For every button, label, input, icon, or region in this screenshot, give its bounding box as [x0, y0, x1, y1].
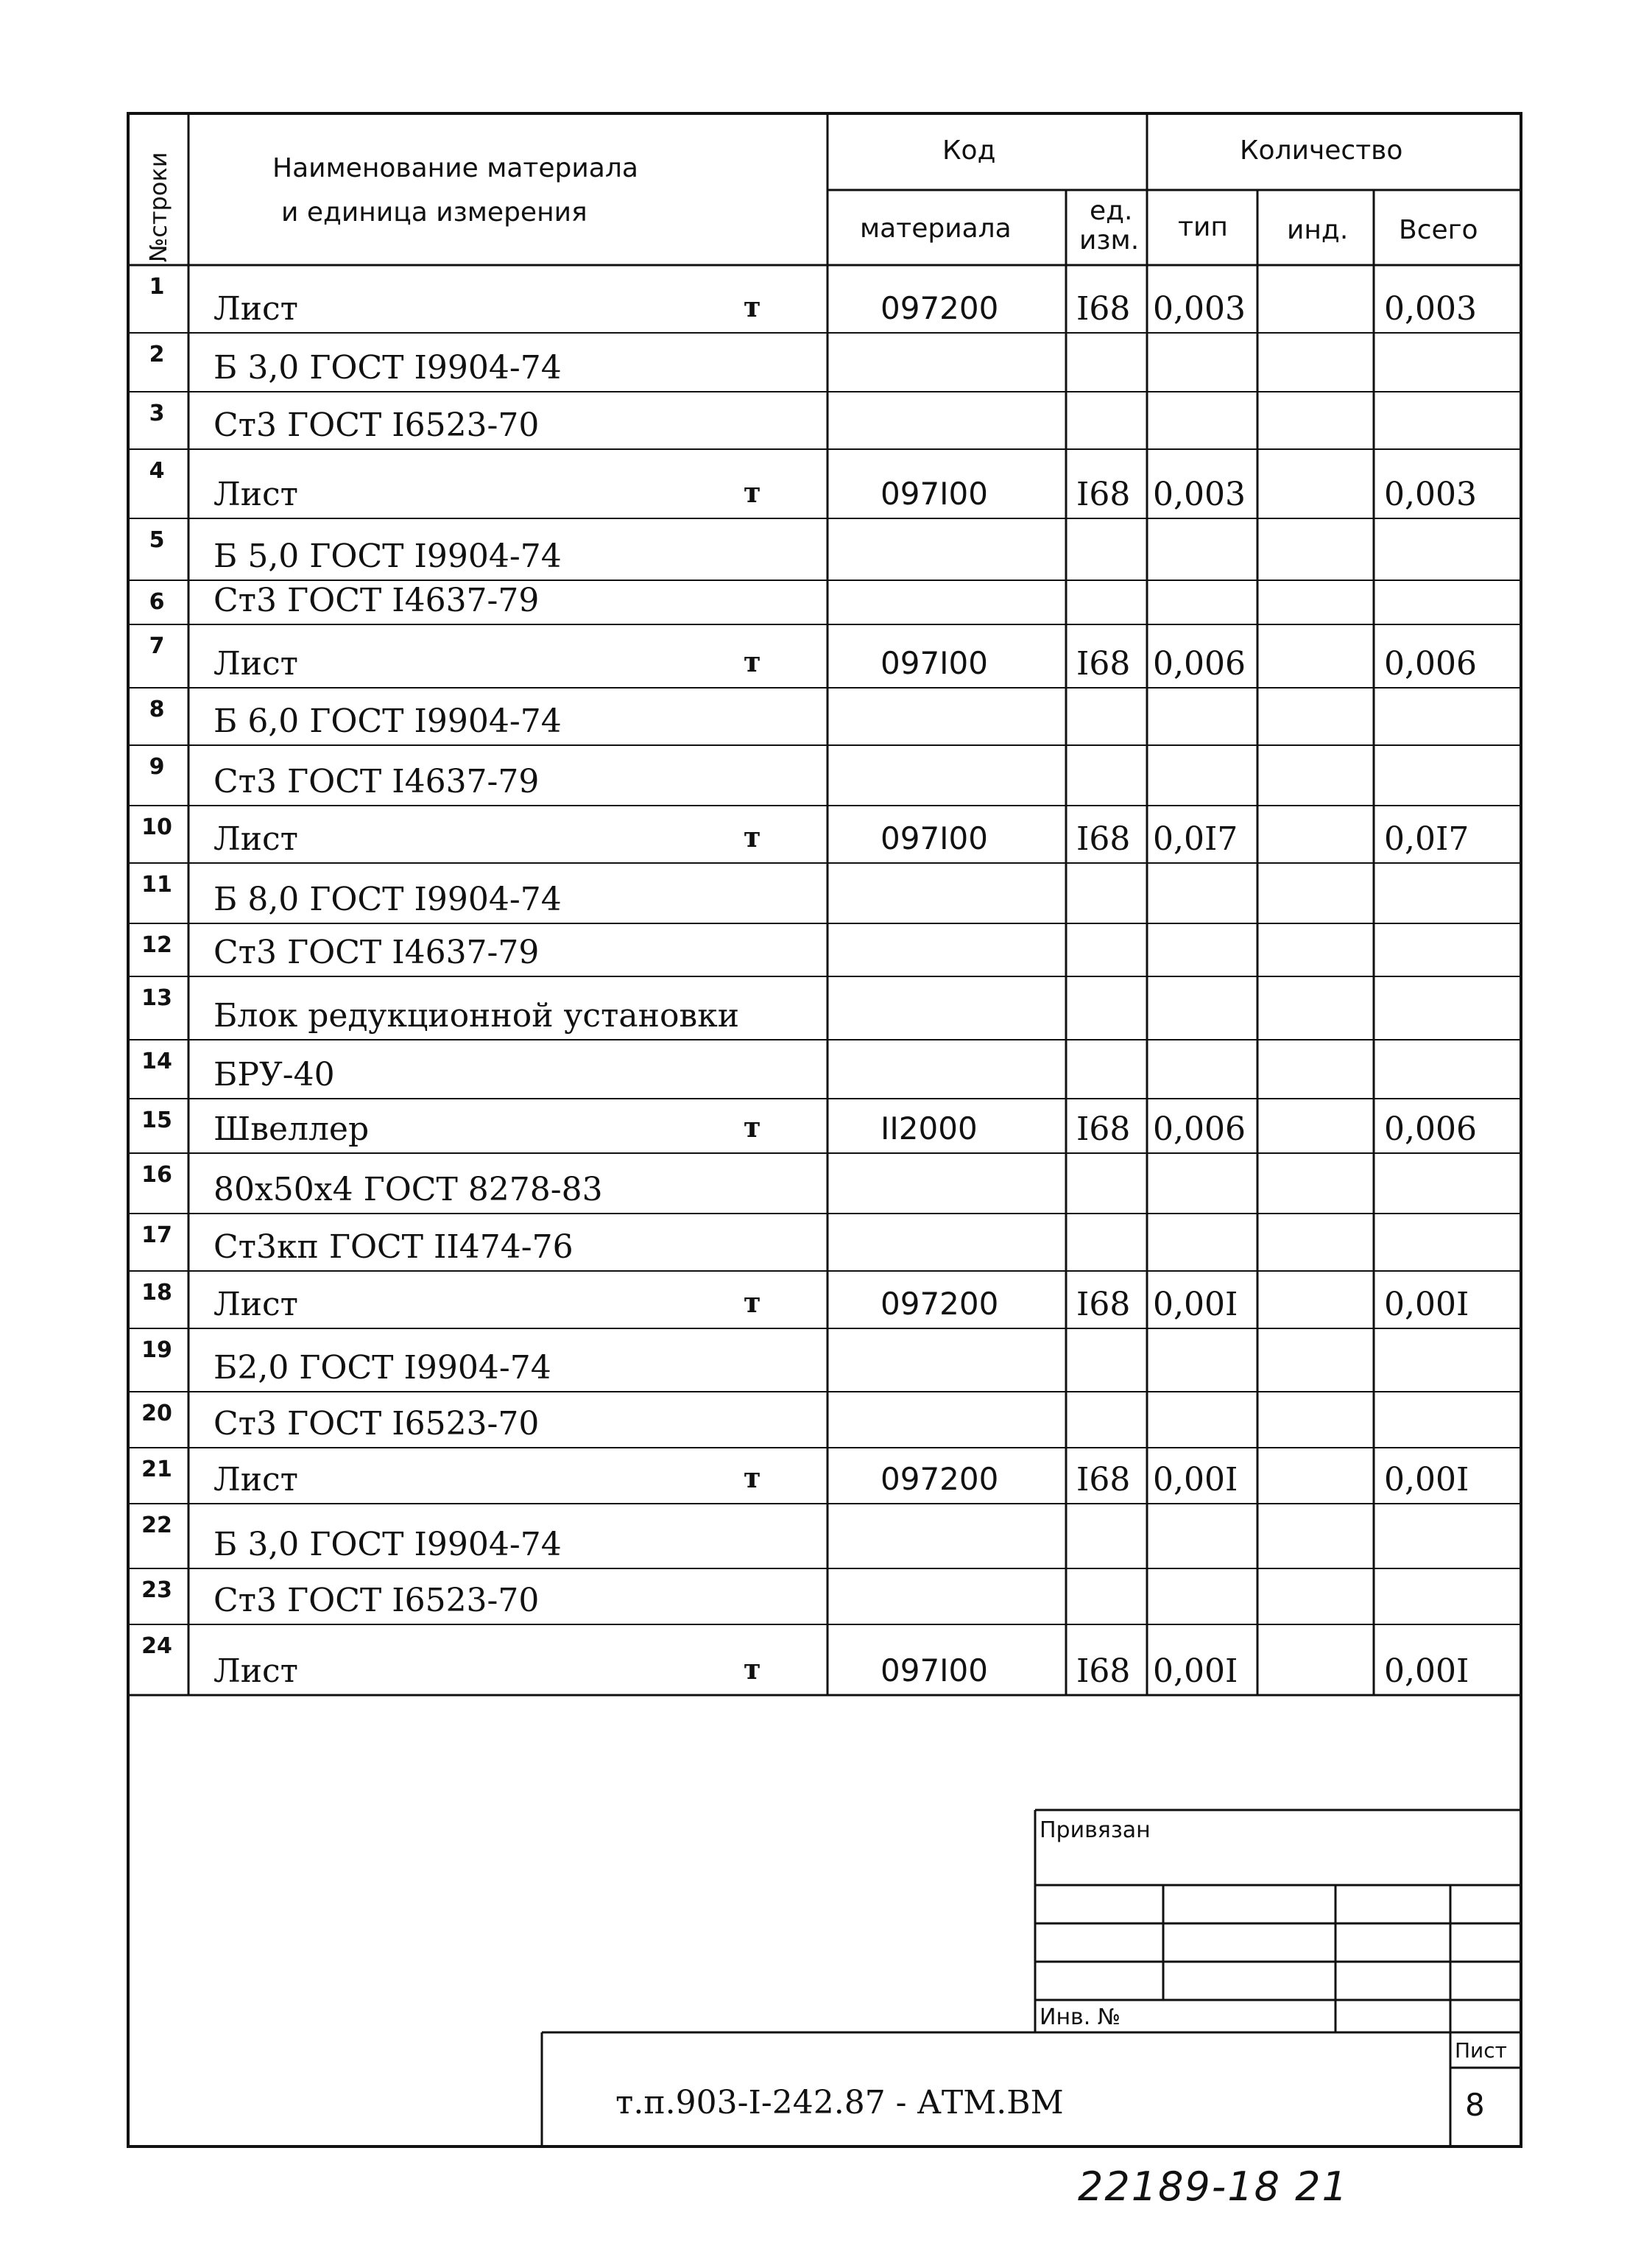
quantity-typ: 0,003 — [1153, 290, 1246, 328]
row-number: 12 — [141, 932, 172, 958]
row-number: 21 — [141, 1457, 172, 1482]
row-number: 24 — [141, 1633, 172, 1659]
material-code: 097I00 — [881, 820, 988, 856]
unit-code: I68 — [1076, 1461, 1131, 1498]
unit-letter: т — [744, 290, 761, 323]
typ-header: тип — [1178, 212, 1228, 242]
quantity-total: 0,003 — [1384, 290, 1477, 328]
row-number: 14 — [141, 1049, 172, 1074]
unit-letter: т — [744, 1110, 761, 1144]
quantity-typ: 0,00I — [1153, 1652, 1238, 1690]
sheet-number: 8 — [1465, 2087, 1485, 2123]
material-name: Лист — [213, 476, 299, 513]
material-name: Ст3 ГОСТ I4637-79 — [213, 582, 540, 619]
unit-code: I68 — [1076, 645, 1131, 683]
row-number: 2 — [149, 342, 165, 367]
sheet-label: Пист — [1455, 2038, 1507, 2063]
material-name: Б 8,0 ГОСТ I9904-74 — [213, 881, 562, 918]
material-name: Б 3,0 ГОСТ I9904-74 — [213, 349, 562, 387]
unit-code: I68 — [1076, 820, 1131, 858]
privyazan-label: Привязан — [1040, 1817, 1151, 1843]
row-number: 15 — [141, 1107, 172, 1133]
quantity-total: 0,003 — [1384, 476, 1477, 513]
row-number: 4 — [149, 458, 165, 484]
quantity-total: 0,00I — [1384, 1286, 1469, 1323]
material-name: Ст3 ГОСТ I6523-70 — [213, 406, 540, 444]
unit-letter: т — [744, 1652, 761, 1686]
material-name: Лист — [213, 645, 299, 683]
row-number: 5 — [149, 527, 165, 553]
material-name: Б 3,0 ГОСТ I9904-74 — [213, 1526, 562, 1563]
row-number: 18 — [141, 1280, 172, 1306]
material-name: Ст3 ГОСТ I6523-70 — [213, 1582, 540, 1619]
row-number: 17 — [141, 1222, 172, 1248]
row-number: 7 — [149, 633, 165, 659]
material-code: 097200 — [881, 1286, 999, 1322]
row-number: 1 — [149, 274, 165, 300]
material-name: Лист — [213, 820, 299, 858]
material-header: материала — [860, 214, 1012, 244]
code-header: Код — [942, 135, 996, 166]
unit-code: I68 — [1076, 290, 1131, 328]
unit-letter: т — [744, 1461, 761, 1494]
quantity-typ: 0,006 — [1153, 1110, 1246, 1148]
material-name: Лист — [213, 290, 299, 328]
row-number: 19 — [141, 1337, 172, 1363]
unit-letter: т — [744, 476, 761, 509]
material-name: БРУ-40 — [213, 1056, 335, 1094]
material-name: Б2,0 ГОСТ I9904-74 — [213, 1349, 551, 1387]
material-name: Ст3 ГОСТ I4637-79 — [213, 934, 540, 971]
material-name: Лист — [213, 1461, 299, 1498]
material-name: Ст3 ГОСТ I6523-70 — [213, 1405, 540, 1443]
material-code: 097I00 — [881, 476, 988, 512]
quantity-total: 0,00I — [1384, 1461, 1469, 1498]
unit-letter: т — [744, 1286, 761, 1319]
material-code: 097200 — [881, 1461, 999, 1497]
inv-no-label: Инв. № — [1040, 2004, 1121, 2030]
quantity-typ: 0,00I — [1153, 1461, 1238, 1498]
material-name: Лист — [213, 1652, 299, 1690]
material-name: Б 6,0 ГОСТ I9904-74 — [213, 702, 562, 740]
row-number: 8 — [149, 697, 165, 722]
quantity-typ: 0,003 — [1153, 476, 1246, 513]
row-number: 11 — [141, 872, 172, 898]
name-header-line2: и единица измерения — [281, 197, 587, 228]
total-header: Всего — [1399, 215, 1478, 245]
material-name: Швеллер — [213, 1110, 370, 1148]
row-number: 20 — [141, 1401, 172, 1426]
unit-code: I68 — [1076, 1286, 1131, 1323]
row-number-header: №строки — [144, 152, 172, 262]
row-number: 16 — [141, 1162, 172, 1188]
material-code: 097I00 — [881, 645, 988, 681]
row-number: 23 — [141, 1577, 172, 1603]
material-name: Б 5,0 ГОСТ I9904-74 — [213, 538, 562, 575]
quantity-total: 0,0I7 — [1384, 820, 1469, 858]
row-number: 9 — [149, 754, 165, 780]
ind-header: инд. — [1287, 215, 1349, 245]
quantity-total: 0,006 — [1384, 1110, 1477, 1148]
material-name: Блок редукционной установки — [213, 997, 740, 1035]
quantity-typ: 0,00I — [1153, 1286, 1238, 1323]
quantity-total: 0,006 — [1384, 645, 1477, 683]
unit-header-line2: изм. — [1079, 225, 1140, 256]
unit-letter: т — [744, 645, 761, 678]
material-name: Лист — [213, 1286, 299, 1323]
unit-code: I68 — [1076, 1652, 1131, 1690]
material-name: 80х50х4 ГОСТ 8278-83 — [213, 1171, 603, 1208]
row-number: 22 — [141, 1512, 172, 1538]
document-code: т.п.903-I-242.87 - АТМ.ВМ — [615, 2084, 1064, 2121]
material-code: 097200 — [881, 290, 999, 326]
handwritten-note: 22189-18 21 — [1078, 2163, 1349, 2210]
material-name: Ст3 ГОСТ I4637-79 — [213, 763, 540, 800]
quantity-typ: 0,006 — [1153, 645, 1246, 683]
name-header-line1: Наименование материала — [272, 153, 638, 183]
quantity-total: 0,00I — [1384, 1652, 1469, 1690]
row-number: 6 — [149, 589, 165, 615]
row-number: 10 — [141, 814, 172, 840]
row-number: 13 — [141, 985, 172, 1011]
unit-code: I68 — [1076, 476, 1131, 513]
material-code: 097I00 — [881, 1652, 988, 1688]
unit-header-line1: ед. — [1090, 196, 1133, 226]
unit-letter: т — [744, 820, 761, 853]
quantity-header: Количество — [1240, 135, 1403, 166]
unit-code: I68 — [1076, 1110, 1131, 1148]
row-number: 3 — [149, 401, 165, 426]
quantity-typ: 0,0I7 — [1153, 820, 1238, 858]
material-code: II2000 — [881, 1110, 978, 1147]
material-name: Ст3кп ГОСТ II474-76 — [213, 1228, 574, 1266]
